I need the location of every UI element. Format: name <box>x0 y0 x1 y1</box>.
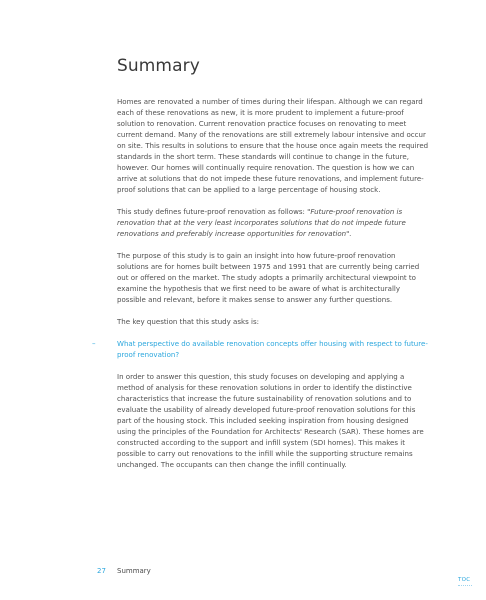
question-dash: – <box>92 339 96 348</box>
page-number: 27 <box>97 567 106 575</box>
page-title: Summary <box>117 56 200 76</box>
paragraph-key-question-intro: The key question that this study asks is: <box>117 317 260 326</box>
paragraph-definition <box>117 206 429 239</box>
toc-link[interactable]: TOC <box>458 577 471 583</box>
definition-lead: This study defines future-proof renovation as follows: <box>117 207 308 216</box>
toc-underline <box>458 585 472 586</box>
summary-body <box>92 96 429 481</box>
paragraph-intro: Homes are renovated a number of times during their lifespan. Although we can regard each of these renovations as new, it is more prudent to implement a future-proof solution to renovation. Current renovation practice focuses on renovating to meet current demand. Many of the renovations are still extremely labour intensive and occur on site. This results in solutions to ensure that the house once again meets the required standards in the short term. These standards will continue to change in the future, however. Our homes will continually require renovation. The question is how we can arrive at solutions that do not impede these future renovations, and implement future-proof solutions that can be applied to a large percentage of housing stock. <box>117 97 429 194</box>
key-question <box>92 338 429 360</box>
footer-section-label: Summary <box>117 567 151 575</box>
key-question-text: What perspective do available renovation concepts offer housing with respect to future-proof renovation? <box>117 339 428 359</box>
paragraph-method: In order to answer this question, this study focuses on developing and applying a method of analysis for these renovation solutions in order to identify the distinctive characteristics that increase the future sustainability of renovation solutions and to evaluate the usability of already developed future-proof renovation solutions for this part of the housing stock. This included seeking inspiration from housing designed using the principles of the Foundation for Architects' Research (SAR). These homes are constructed according to the support and infill system (SDI homes). This makes it possible to carry out renovations to the infill while the supporting structure remains unchanged. The occupants can then change the infill continually. <box>117 372 424 469</box>
definition-quote: "Future-proof renovation is renovation that at the very least incorporates solutions that do not impede future renovations and preferably increase opportunities for renovation". <box>117 207 406 238</box>
paragraph-purpose: The purpose of this study is to gain an insight into how future-proof renovation solutions are for homes built between 1975 and 1991 that are currently being carried out or offered on the market. The study adopts a primarily architectural viewpoint to examine the hypothesis that we first need to be aware of what is architecturally possible and relevant, before it makes sense to answer any further questions. <box>117 251 420 304</box>
